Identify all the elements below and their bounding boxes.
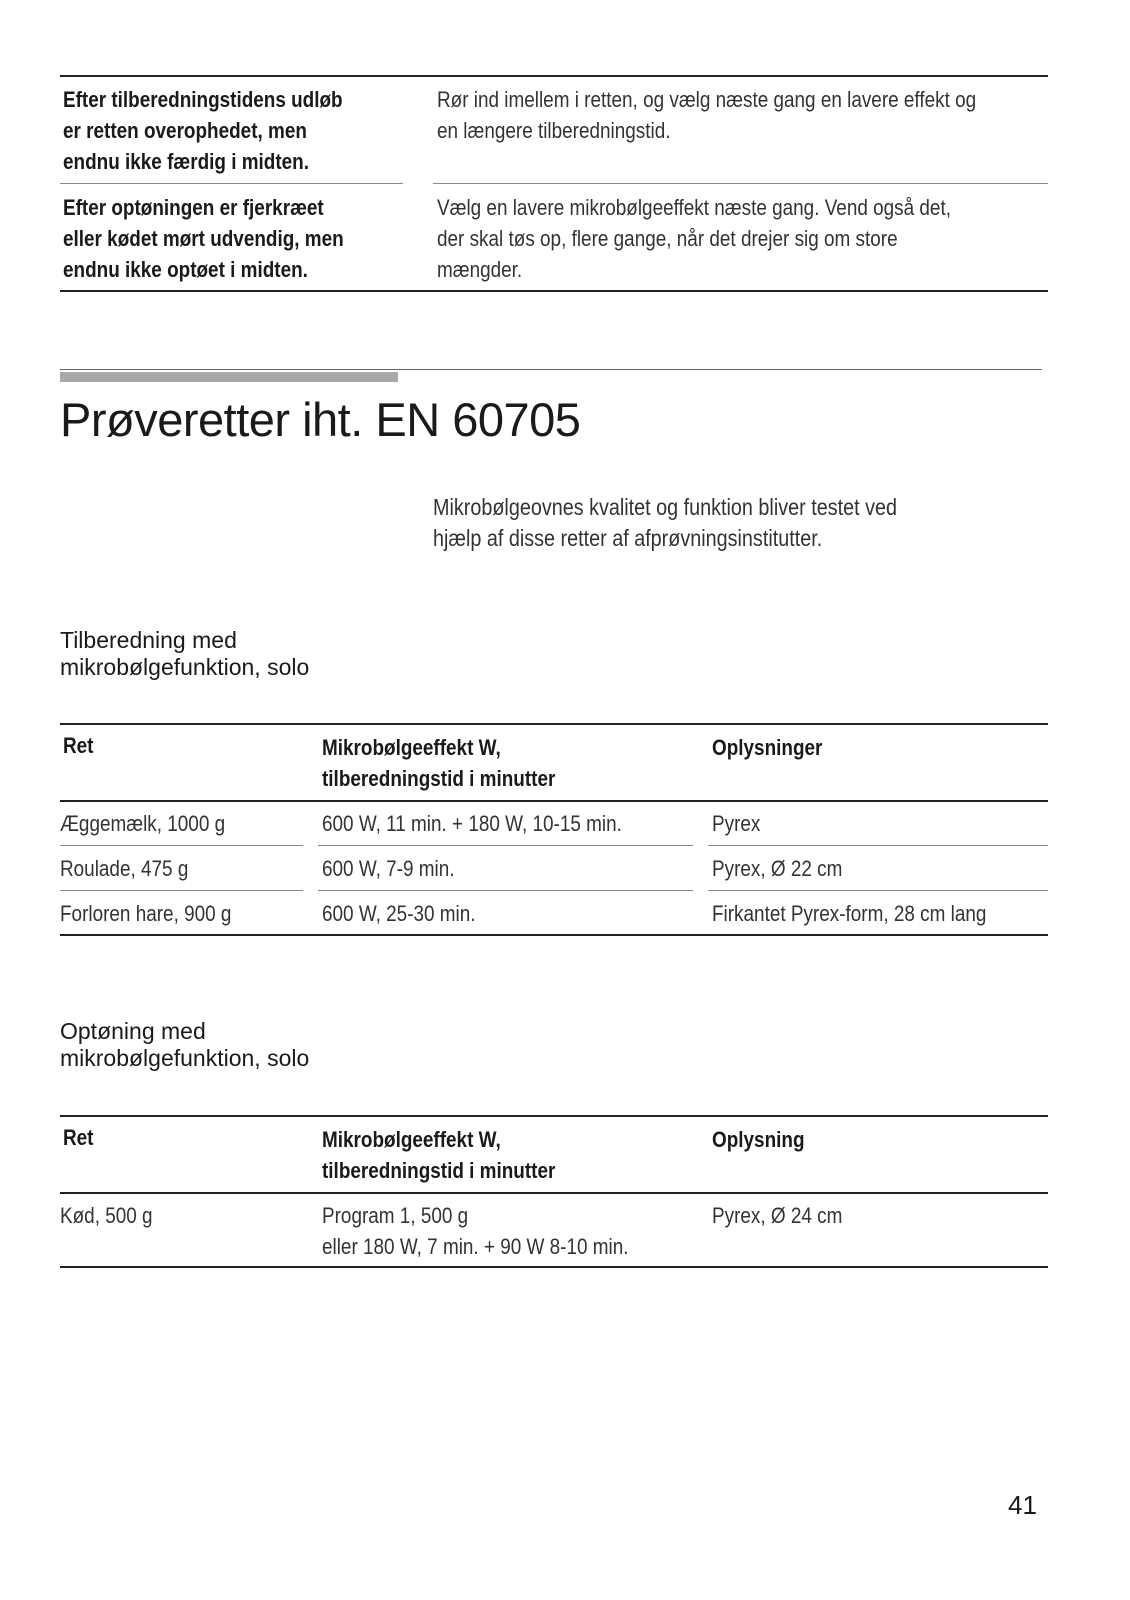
row-divider [60, 845, 303, 846]
column-header-power: Mikrobølgeeffekt W, tilberedningstid i minutter [322, 735, 556, 791]
header-rule [60, 1192, 1048, 1194]
table-top-rule [60, 723, 1048, 725]
page-title: Prøveretter iht. EN 60705 [60, 393, 581, 446]
table-cell: Firkantet Pyrex-form, 28 cm lang [712, 901, 987, 926]
column-header-info: Oplysning [712, 1127, 805, 1152]
table-cell: 600 W, 25-30 min. [322, 901, 476, 926]
table-cell: Kød, 500 g [60, 1203, 153, 1228]
problem-cell: Efter optøningen er fjerkræet eller kødet mørt udvendig, men endnu ikke optøet i midten. [63, 195, 344, 282]
table-bottom-rule [60, 934, 1048, 936]
table-cell: Pyrex, Ø 22 cm [712, 856, 843, 881]
row-divider [708, 845, 1048, 846]
table-cell: Pyrex [712, 811, 761, 836]
row-divider [433, 183, 1048, 184]
table-bottom-rule [60, 1266, 1048, 1268]
table-cell: 600 W, 7-9 min. [322, 856, 455, 881]
table-top-rule [60, 1115, 1048, 1117]
remedy-cell: Vælg en lavere mikrobølgeeffekt næste gang. Vend også det, der skal tøs op, flere gange, når det drejer sig om store mængder. [437, 195, 951, 282]
section-rule-thin [60, 369, 1042, 370]
row-divider [708, 890, 1048, 891]
row-divider [318, 890, 693, 891]
table-cell: Æggemælk, 1000 g [60, 811, 226, 836]
cooking-heading: Tilberedning med mikrobølgefunktion, solo [60, 627, 310, 680]
header-rule [60, 800, 1048, 802]
table-cell: Forloren hare, 900 g [60, 901, 232, 926]
column-header-dish: Ret [63, 733, 94, 758]
column-header-info: Oplysninger [712, 735, 823, 760]
section-bar [60, 372, 398, 382]
table-top-rule [60, 75, 1048, 77]
table-cell: Roulade, 475 g [60, 856, 189, 881]
problem-cell: Efter tilberedningstidens udløb er retten overophedet, men endnu ikke færdig i midten. [63, 87, 343, 174]
column-header-power: Mikrobølgeeffekt W, tilberedningstid i minutter [322, 1127, 556, 1183]
table-bottom-rule [60, 290, 1048, 292]
page-number: 41 [1008, 1490, 1037, 1520]
row-divider [60, 183, 403, 184]
table-cell: Program 1, 500 g eller 180 W, 7 min. + 90 W 8-10 min. [322, 1203, 629, 1259]
intro-paragraph: Mikrobølgeovnes kvalitet og funktion bliver testet ved hjælp af disse retter af afprøvningsinstitutter. [433, 494, 897, 551]
table-cell: Pyrex, Ø 24 cm [712, 1203, 843, 1228]
row-divider [60, 890, 303, 891]
table-cell: 600 W, 11 min. + 180 W, 10-15 min. [322, 811, 622, 836]
column-header-dish: Ret [63, 1125, 94, 1150]
defrost-heading: Optøning med mikrobølgefunktion, solo [60, 1018, 310, 1071]
row-divider [318, 845, 693, 846]
remedy-cell: Rør ind imellem i retten, og vælg næste gang en lavere effekt og en længere tilberedningstid. [437, 87, 977, 143]
